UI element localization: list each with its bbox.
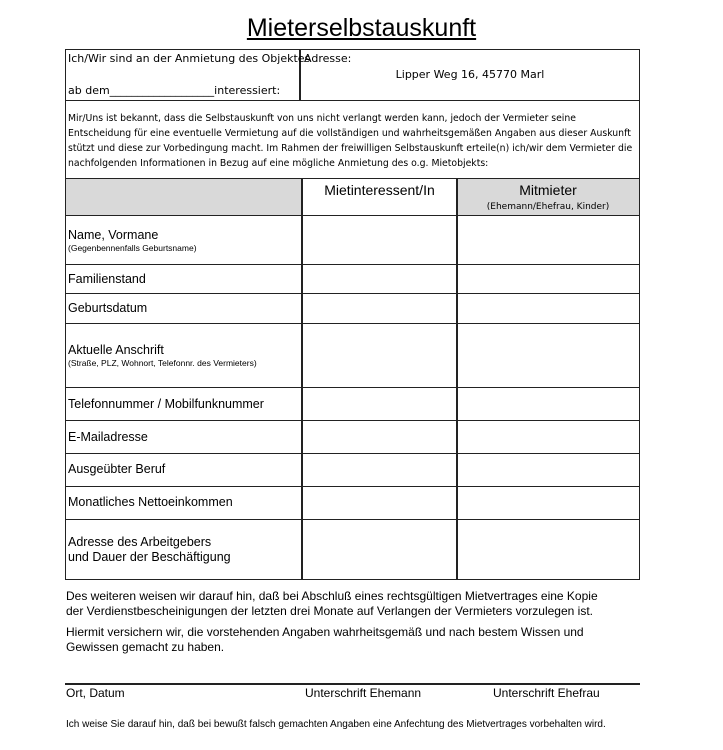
place-date-label: Ort, Datum bbox=[66, 686, 125, 700]
interest-date-field[interactable]: ab dem___________________interessiert: bbox=[68, 84, 281, 97]
note-assurance: Hiermit versichern wir, die vorstehenden Angaben wahrheitsgemäß und nach bestem Wissen und Gewissen gemacht zu haben. bbox=[66, 625, 584, 654]
row-label: Name, Vormane bbox=[68, 228, 159, 242]
row-label: Adresse des Arbeitgebers bbox=[68, 535, 212, 549]
row-label: Monatliches Nettoeinkommen bbox=[68, 495, 233, 509]
address-value: Lipper Weg 16, 45770 Marl bbox=[395, 68, 545, 81]
row-label: Familienstand bbox=[68, 272, 146, 286]
signature-line bbox=[65, 683, 640, 685]
table-row bbox=[65, 420, 639, 454]
table-row bbox=[65, 264, 639, 294]
row-sublabel: (Straße, PLZ, Wohnort, Telefonnr. des Vermieters) bbox=[68, 358, 257, 368]
page-title: Mieterselbstauskunft bbox=[246, 14, 477, 42]
wife-signature-label: Unterschrift Ehefrau bbox=[493, 686, 600, 700]
footer-note: Ich weise Sie darauf hin, daß bei bewußt falsch gemachten Angaben eine Anfechtung des Mietvertrages vorbehalten wird. bbox=[66, 719, 606, 730]
row-label: Geburtsdatum bbox=[68, 301, 148, 315]
disclaimer-text: Mir/Uns ist bekannt, dass die Selbstauskunft von uns nicht verlangt werden kann, jedoch der Vermieter seine Entscheidung für eine eventuelle Vermietung auf die vollständigen und wahrheitsgemäßen Angaben aus dieser Auskunft stützt und diese zur Vorbedingung macht. Im Rahmen der freiwilligen Selbstauskunft erteile(n) ich/wir dem Vermieter die nachfolgenden Informationen in Bezug auf eine mögliche Anmietung des o.g. Mietobjekts: bbox=[68, 113, 633, 169]
address-label: Adresse: bbox=[304, 52, 352, 65]
row-label: E-Mailadresse bbox=[68, 430, 148, 444]
header-cotenant: Mitmieter bbox=[519, 182, 577, 198]
header-applicant: Mietinteressent/In bbox=[324, 182, 435, 198]
row-label: Telefonnummer / Mobilfunknummer bbox=[68, 397, 264, 411]
note-earnings: Des weiteren weisen wir darauf hin, daß bei Abschluß eines rechtsgültigen Mietvertrages eine Kopie der Verdienstbescheinigungen der letzten drei Monate auf Verlangen der Vermieters vorzulegen ist. bbox=[66, 589, 598, 618]
interest-line1: Ich/Wir sind an der Anmietung des Objektes bbox=[68, 52, 311, 65]
table-row bbox=[65, 293, 639, 324]
row-label: Aktuelle Anschrift bbox=[68, 343, 164, 357]
husband-signature-label: Unterschrift Ehemann bbox=[305, 686, 422, 700]
header-cotenant-sub: (Ehemann/Ehefrau, Kinder) bbox=[486, 202, 610, 212]
row-sublabel: (Gegenbennenfalls Geburtsname) bbox=[68, 243, 197, 253]
row-label: Ausgeübter Beruf bbox=[68, 462, 166, 476]
row-label-line2: und Dauer der Beschäftigung bbox=[68, 550, 231, 564]
